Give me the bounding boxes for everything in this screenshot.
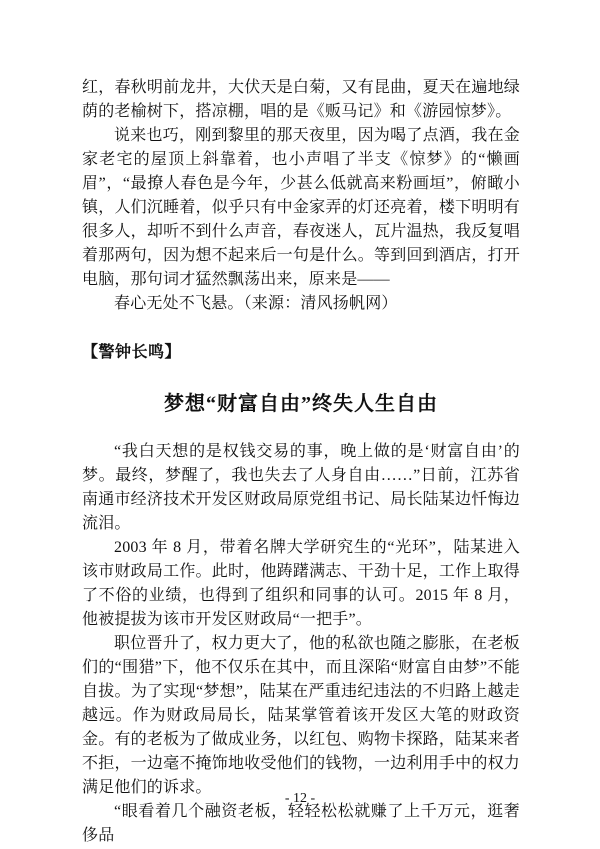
paragraph-corruption: 职位晋升了，权力更大了，他的私欲也随之膨胀，在老板们的“围猎”下，他不仅乐在其中，而且深陷“财富自由梦”不能自拔。为了实现“梦想”，陆某在严重违纪违法的不归路上越走越远。作为财政局局长，陆某掌管着该开发区大笔的财政资金。有的老板为了做成业务，以红包、购物卡探路，陆某来者不拒，一边毫不掩饰地收受他们的钱物，一边利用手中的权力满足他们的诉求。 — [82, 635, 520, 796]
article-title: 梦想“财富自由”终失人生自由 — [164, 393, 438, 415]
page-number: - 12 - — [284, 791, 316, 806]
paragraph-source: 春心无处不飞悬。（来源：清风扬帆网） — [114, 295, 398, 312]
paragraph-story: 说来也巧，刚到黎里的那天夜里，因为喝了点酒，我在金家老宅的屋顶上斜靠着，也小声唱了半支《惊梦》的“懒画眉”，“最撩人春色是今年，少甚么低就高来粉画垣”，俯瞰小镇，人们沉睡着，似乎只有中金家弄的灯还亮着，楼下明明有很多人，却听不到什么声音，春夜迷人，瓦片温热，我反复唱着那两句，因为想不起来后一句是什么。等到回到酒店，打开电脑，那句词才猛然飘荡出来，原来是—— — [82, 127, 520, 288]
column-header: 【警钟长鸣】 — [82, 344, 182, 361]
paragraph-career-start: 2003 年 8 月，带着名牌大学研究生的“光环”，陆某进入该市财政局工作。此时，他踌躇满志、干劲十足，工作上取得了不俗的业绩，也得到了组织和同事的认可。2015 年 8 月，他被提拔为该市开发区财政局“一把手”。 — [82, 539, 520, 628]
paragraph-continuation: 红，春秋明前龙井，大伏天是白菊，又有昆曲，夏天在遍地绿荫的老榆树下，搭凉棚，唱的是《贩马记》和《游园惊梦》。 — [82, 79, 520, 120]
paragraph-quote-bosses: “眼看着几个融资老板，轻轻松松就赚了上千万元，逛奢侈品 — [82, 803, 520, 844]
paragraph-quote-intro: “我白天想的是权钱交易的事，晚上做的是‘财富自由’的梦。最终，梦醒了，我也失去了人身自由……”日前，江苏省南通市经济技术开发区财政局原党组书记、局长陆某边忏悔边流泪。 — [82, 443, 520, 532]
